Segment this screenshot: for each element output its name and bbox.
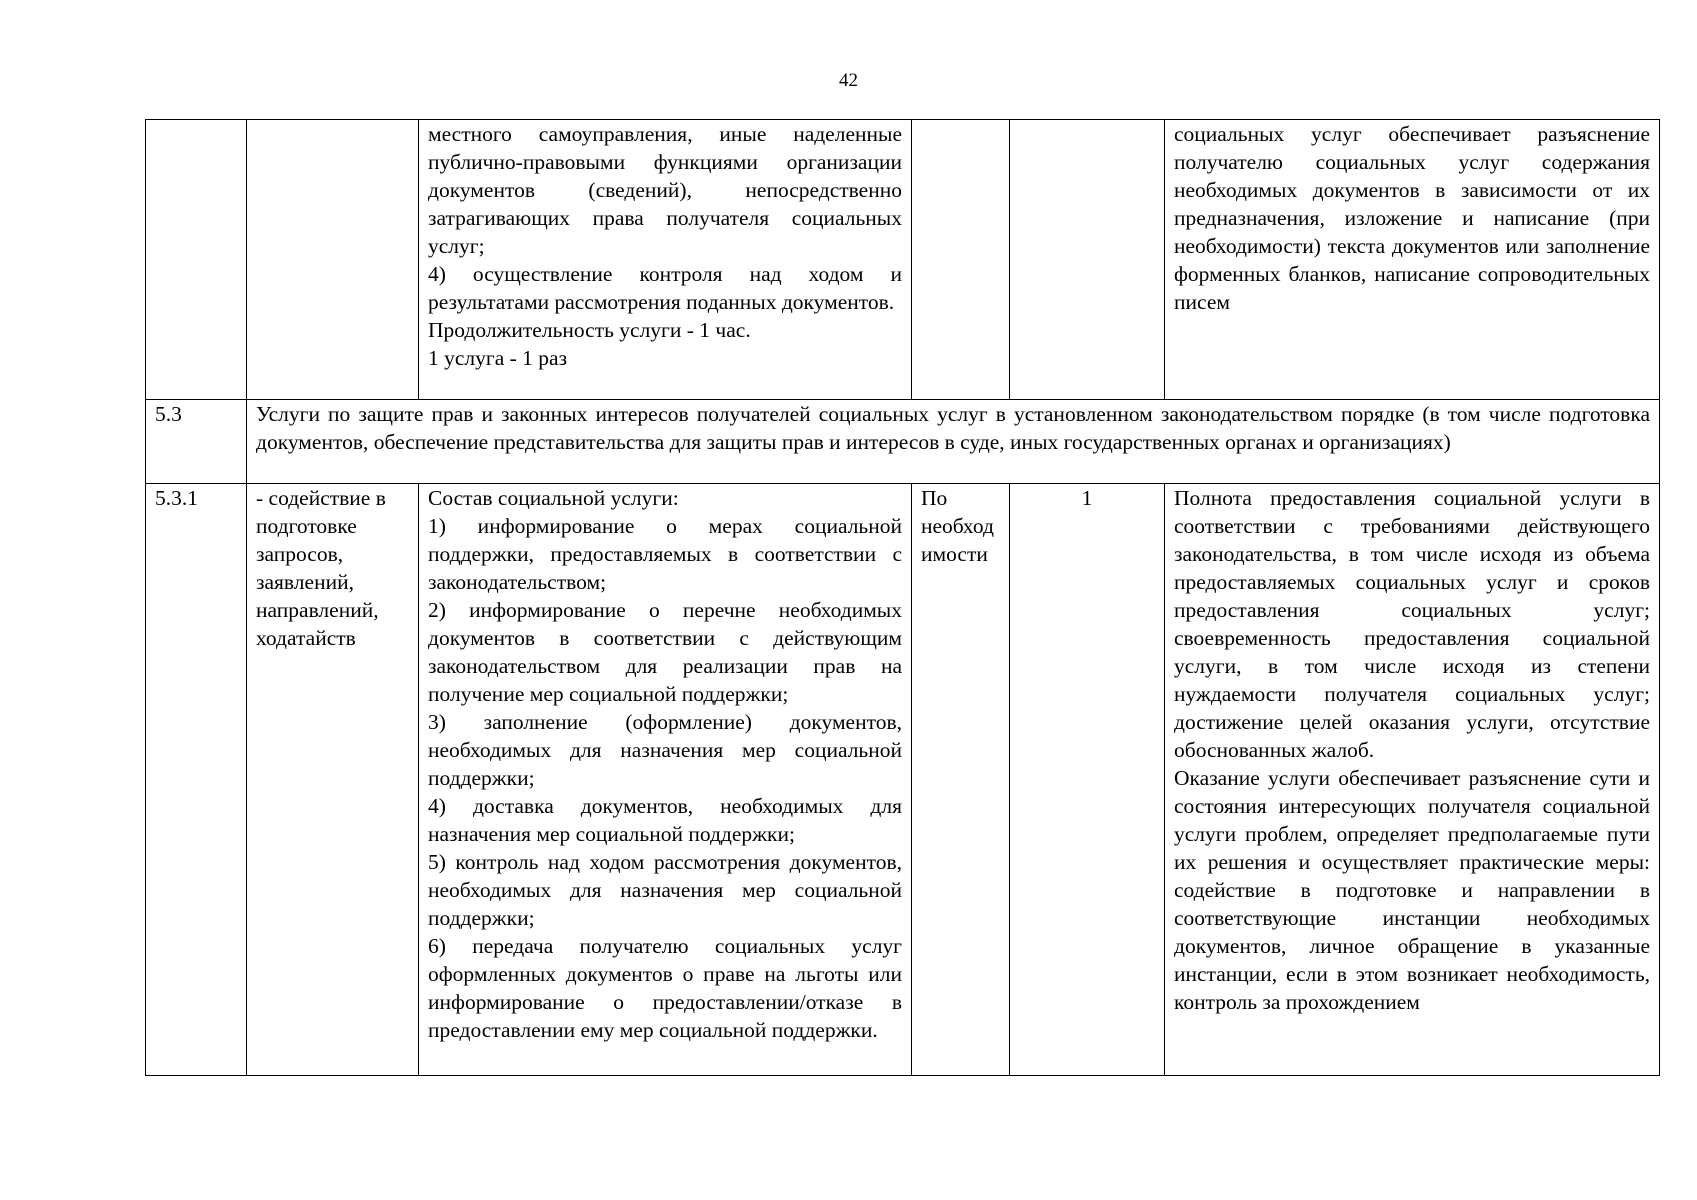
item-quantity: 1	[1010, 484, 1165, 1076]
composition-text: 5) контроль над ходом рассмотрения документов, необходимых для назначения мер социальной поддержки;	[428, 850, 902, 930]
composition-text: 2) информирование о перечне необходимых документов в соответствии с действующим законодательством для реализации прав на получение мер социальной поддержки;	[428, 598, 902, 706]
section-number: 5.3	[146, 400, 247, 484]
page-number: 42	[839, 70, 858, 91]
cell-number-empty	[146, 120, 247, 400]
item-number: 5.3.1	[146, 484, 247, 1076]
cell-composition-continued	[419, 120, 912, 400]
cell-name-empty	[247, 120, 419, 400]
composition-text: 3) заполнение (оформление) документов, необходимых для назначения мер социальной поддержки;	[428, 710, 902, 790]
composition-text: 4) доставка документов, необходимых для назначения мер социальной поддержки;	[428, 794, 902, 846]
item-name: - содействие в подготовке запросов, заявлений, направлений, ходатайств	[247, 484, 419, 1076]
composition-text: местного самоуправления, иные наделенные публично-правовыми функциями организации документов (сведений), непосредственно затрагивающих права получателя социальных услуг;	[428, 122, 902, 258]
composition-text: 4) осуществление контроля над ходом и результатами рассмотрения поданных документов.	[428, 262, 902, 314]
composition-text: 6) передача получателю социальных услуг оформленных документов о праве на льготы или информирование о предоставлении/отказе в предоставлении ему мер социальной поддержки.	[428, 934, 902, 1042]
criteria-text: Полнота предоставления социальной услуги в соответствии с требованиями действующего законодательства, в том числе исходя из объема предоставляемых социальных услуг и сроков предоставления социальных услуг; своевременность предоставления социальной услуги, в том числе исходя из степени нуждаемости получателя социальных услуг; достижение целей оказания услуги, отсутствие обоснованных жалоб.	[1174, 486, 1650, 762]
table-row-item	[146, 484, 1660, 1076]
services-table	[145, 119, 1660, 1076]
criteria-text: социальных услуг обеспечивает разъяснение получателю социальных услуг содержания необходимых документов в зависимости от их предназначения, изложение и написание (при необходимости) текста документов или заполнение форменных бланков, написание сопроводительных писем	[1174, 122, 1650, 314]
cell-criteria-continued	[1165, 120, 1660, 400]
cell-frequency-empty	[912, 120, 1010, 400]
composition-text: 1 услуга - 1 раз	[428, 346, 568, 370]
composition-text: 1) информирование о мерах социальной поддержки, предоставляемых в соответствии с законодательством;	[428, 514, 902, 594]
section-title: Услуги по защите прав и законных интересов получателей социальных услуг в установленном законодательством порядке (в том числе подготовка документов, обеспечение представительства для защиты прав и интересов в суде, иных государственных органах и организациях)	[247, 400, 1660, 484]
table-row-section	[146, 400, 1660, 484]
cell-criteria	[1165, 484, 1660, 1076]
composition-text: Состав социальной услуги:	[428, 486, 679, 510]
composition-text: Продолжительность услуги - 1 час.	[428, 318, 751, 342]
table-row-continued	[146, 120, 1660, 400]
cell-composition	[419, 484, 912, 1076]
item-frequency: По необход имости	[912, 484, 1010, 1076]
criteria-text: Оказание услуги обеспечивает разъяснение сути и состояния интересующих получателя социальной услуги проблем, определяет предполагаемые пути их решения и осуществляет практические меры: содействие в подготовке и направлении в соответствующие инстанции необходимых документов, личное обращение в указанные инстанции, если в этом возникает необходимость, контроль за прохождением	[1174, 766, 1650, 1014]
cell-quantity-empty	[1010, 120, 1165, 400]
